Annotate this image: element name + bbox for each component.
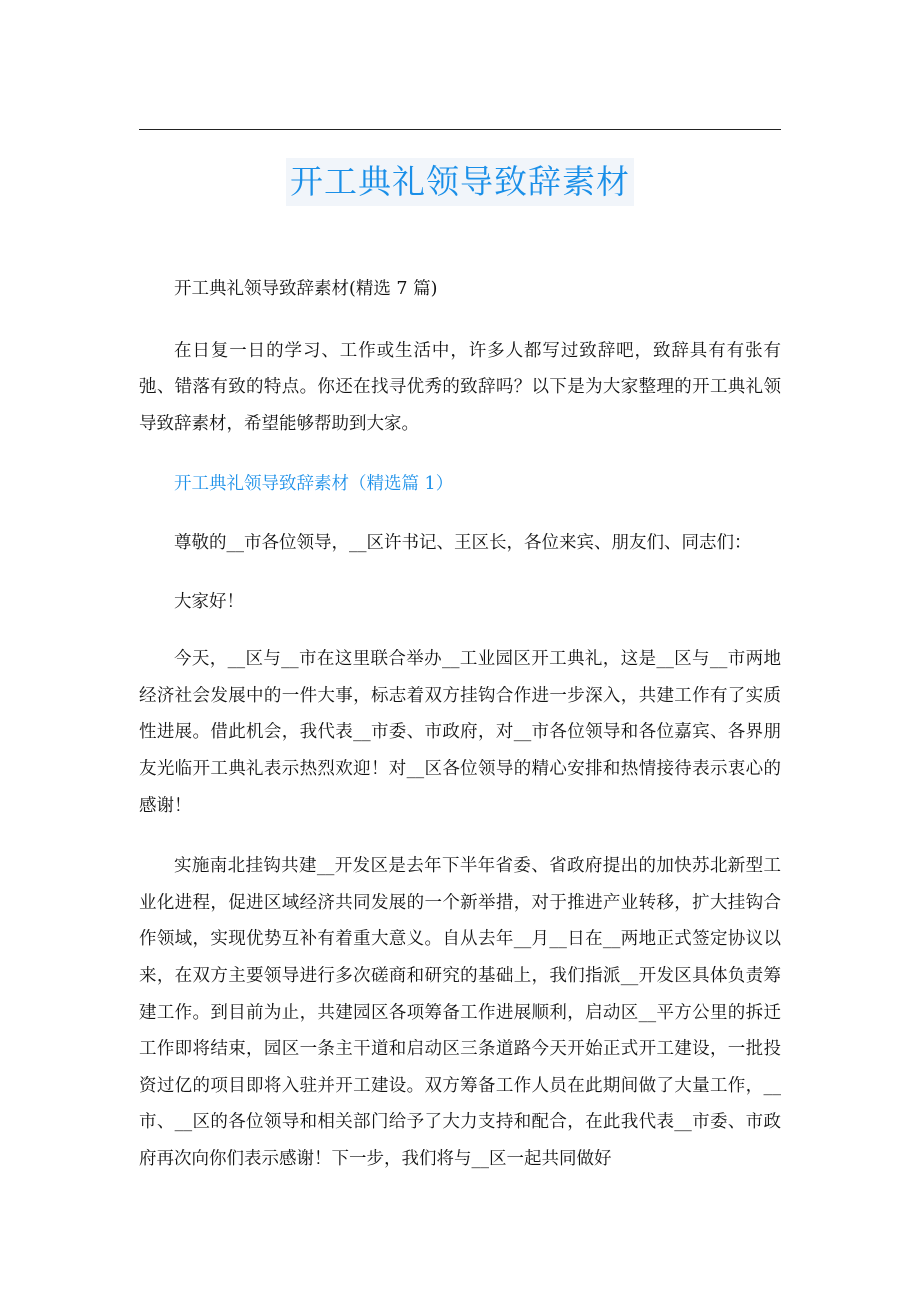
body-paragraph: 今天，__区与__市在这里联合举办__工业园区开工典礼，这是__区与__市两地经济社会发展中的一件大事，标志着双方挂钩合作进一步深入，共建工作有了实质性进展。借此机会，我代表__市委、市政府，对__市各位领导和各位嘉宾、各界朋友光临开工典礼表示热烈欢迎！对__区各位领导的精心安排和热情接待表示衷心的感谢！ [139,649,781,816]
intro-heading: 开工典礼领导致辞素材(精选 7 篇) [174,279,438,299]
section-heading: 开工典礼领导致辞素材（精选篇 1） [174,474,454,495]
intro-paragraph: 在日复一日的学习、工作或生活中，许多人都写过致辞吧，致辞具有有张有弛、错落有致的特点。你还在找寻优秀的致辞吗？以下是为大家整理的开工典礼领导致辞素材，希望能够帮助到大家。 [139,340,781,434]
title-container [0,158,920,206]
salutation: 尊敬的__市各位领导，__区许书记、王区长，各位来宾、朋友们、同志们： [174,532,752,553]
document-title: 开工典礼领导致辞素材 [286,158,634,206]
greeting: 大家好！ [174,591,244,612]
document-body [139,271,781,1177]
body-paragraph: 实施南北挂钩共建__开发区是去年下半年省委、省政府提出的加快苏北新型工业化进程，促进区域经济共同发展的一个新举措，对于推进产业转移，扩大挂钩合作领域，实现优势互补有着重大意义。自从去年__月__日在__两地正式签定协议以来，在双方主要领导进行多次磋商和研究的基础上，我们指派__开发区具体负责筹建工作。到目前为止，共建园区各项筹备工作进展顺利，启动区__平方公里的拆迁工作即将结束，园区一条主干道和启动区三条道路今天开始正式开工建设，一批投资过亿的项目即将入驻并开工建设。双方筹备工作人员在此期间做了大量工作，__市、__区的各位领导和相关部门给予了大力支持和配合，在此我代表__市委、市政府再次向你们表示感谢！下一步，我们将与__区一起共同做好 [139,856,781,1169]
top-divider [139,129,781,130]
